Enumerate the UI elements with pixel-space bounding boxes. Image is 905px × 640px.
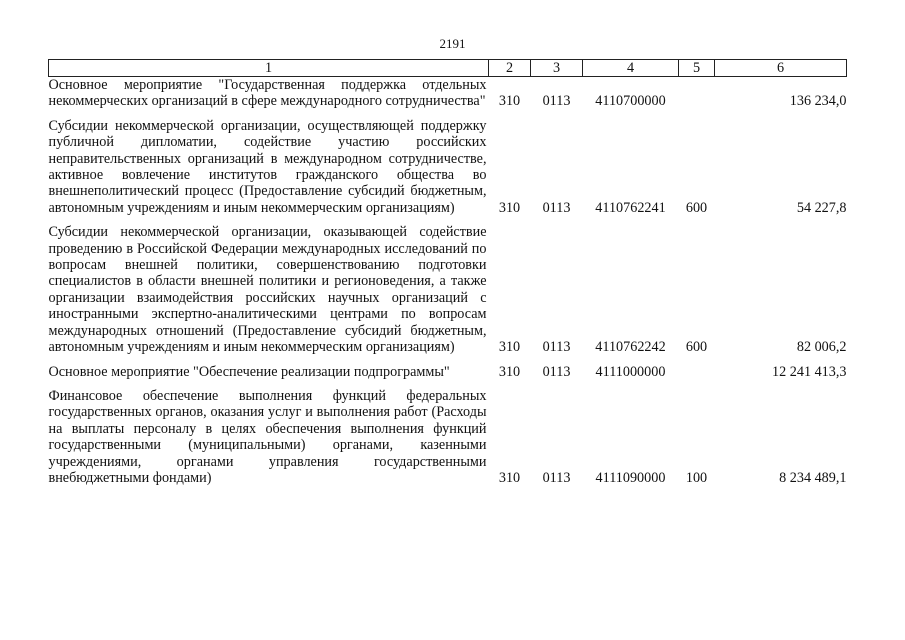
row-description: Субсидии некоммерческой организации, оказывающей содействие проведению в Российской Федерации международных исследований по вопросам внешней политики, совершенствованию подготовки специалистов в области внешней политики и регионоведения, а также организации взаимодействия российских научных организаций с иностранными экспертно-аналитическими центрами по вопросам международных отношений (Предоставление субсидий бюджетным, автономным учреждениям и иным некоммерческим организациям) — [48, 224, 487, 356]
row-description: Основное мероприятие "Государственная поддержка отдельных некоммерческих организаций в сфере международного сотрудничества" — [48, 77, 487, 110]
row-col-4: 4110762242 — [595, 339, 666, 356]
row-col-3: 0113 — [542, 93, 571, 110]
row-col-5 — [679, 364, 715, 380]
header-col-2: 2 — [489, 60, 531, 77]
row-amount: 12 241 413,3 — [772, 363, 847, 380]
row-col-5: 100 — [685, 469, 708, 486]
row-description: Финансовое обеспечение выполнения функций федеральных государственных органов, оказания услуг и выполнения работ (Расходы на выплаты персоналу в целях обеспечения выполнения функций государственными (муниципальными) органами, казенными учреждениями, органами управления государственными внебюджетными фондами) — [48, 387, 487, 486]
row-col-4: 4110700000 — [595, 93, 666, 110]
row-col-3: 0113 — [542, 339, 571, 356]
row-amount: 8 234 489,1 — [779, 469, 847, 486]
row-col-4: 4111090000 — [595, 469, 666, 486]
header-col-4: 4 — [583, 60, 679, 77]
row-col-5: 600 — [685, 339, 708, 356]
row-description: Субсидии некоммерческой организации, осуществляющей поддержку публичной дипломатии, содействие участию российских неправительственных организаций в международном сотрудничестве, активное вовлечение институтов гражданского общества во внешнеполитический процесс (Предоставление субсидий бюджетным, автономным учреждениям и иным некоммерческим организациям) — [48, 117, 487, 216]
row-col-2: 310 — [498, 339, 521, 356]
table-row — [49, 224, 847, 355]
page-number: 2191 — [439, 36, 466, 51]
table-row — [49, 388, 847, 486]
row-col-2: 310 — [498, 469, 521, 486]
row-col-5 — [679, 77, 715, 110]
table-header-row — [49, 60, 847, 77]
row-col-5: 600 — [685, 199, 708, 216]
header-col-1: 1 — [49, 60, 489, 77]
header-col-5: 5 — [679, 60, 715, 77]
header-col-3: 3 — [531, 60, 583, 77]
row-col-3: 0113 — [542, 469, 571, 486]
table-row — [49, 118, 847, 216]
header-col-6: 6 — [715, 60, 847, 77]
table-row — [49, 364, 847, 380]
row-col-3: 0113 — [542, 199, 571, 216]
row-amount: 54 227,8 — [796, 199, 847, 216]
row-amount: 136 234,0 — [789, 93, 847, 110]
row-amount: 82 006,2 — [796, 339, 847, 356]
row-col-3: 0113 — [542, 363, 571, 380]
row-col-2: 310 — [498, 363, 521, 380]
table-row — [49, 77, 847, 110]
row-col-4: 4111000000 — [595, 363, 666, 380]
row-col-2: 310 — [498, 199, 521, 216]
row-col-4: 4110762241 — [595, 199, 666, 216]
row-description: Основное мероприятие "Обеспечение реализации подпрограммы" — [48, 363, 450, 380]
row-col-2: 310 — [498, 93, 521, 110]
budget-table — [48, 59, 847, 486]
